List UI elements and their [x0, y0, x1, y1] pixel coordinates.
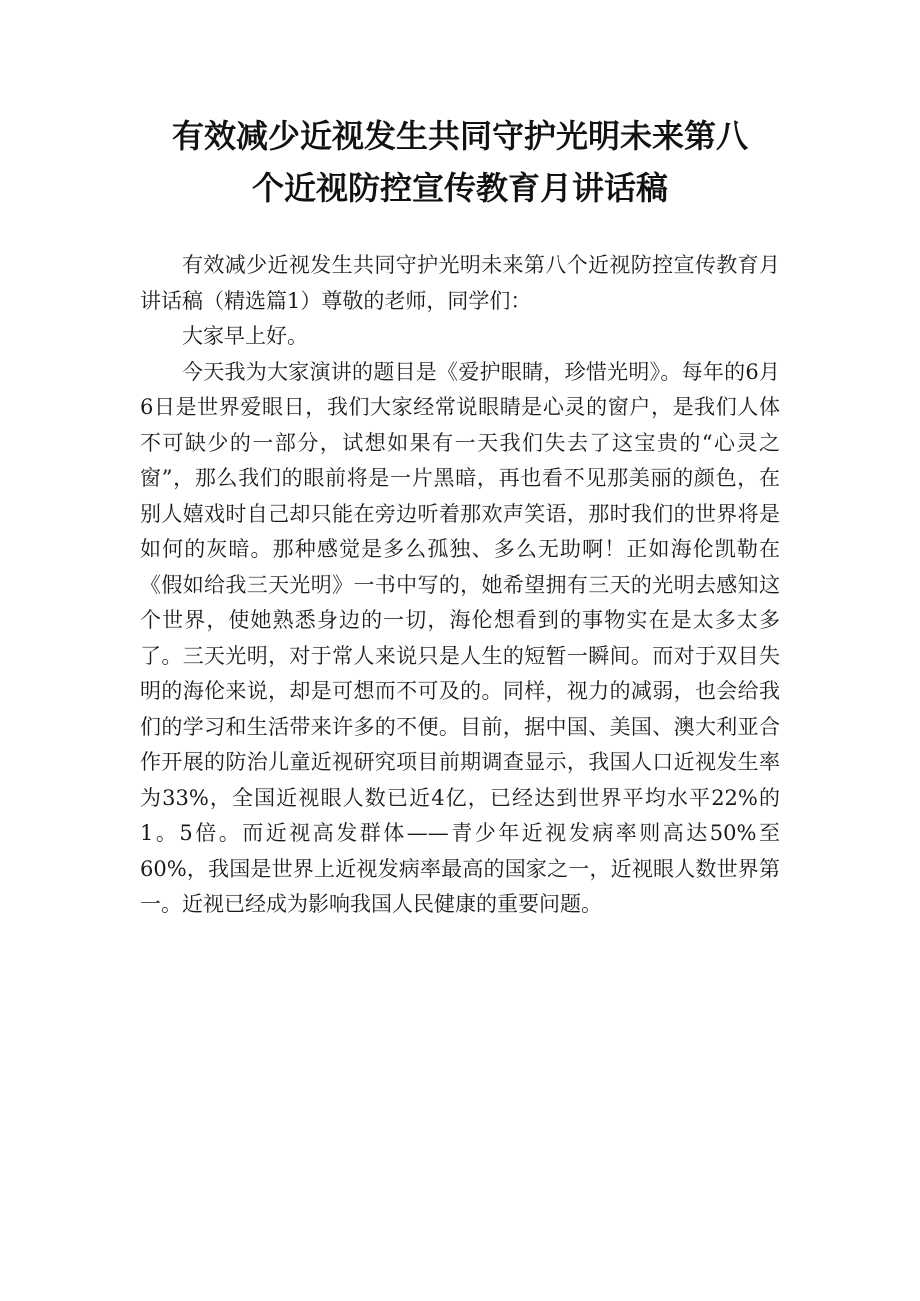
paragraph-main: 今天我为大家演讲的题目是《爱护眼睛，珍惜光明》。每年的6月6日是世界爱眼日，我们大家经常说眼睛是心灵的窗户，是我们人体不可缺少的一部分，试想如果有一天我们失去了这宝贵的“心灵之窗”，那么我们的眼前将是一片黑暗，再也看不见那美丽的颜色，在别人嬉戏时自己却只能在旁边听着那欢声笑语，那时我们的世界将是如何的灰暗。那种感觉是多么孤独、多么无助啊！正如海伦凯勒在《假如给我三天光明》一书中写的，她希望拥有三天的光明去感知这个世界，使她熟悉身边的一切，海伦想看到的事物实在是太多太多了。三天光明，对于常人来说只是人生的短暂一瞬间。而对于双目失明的海伦来说，却是可想而不可及的。同样，视力的减弱，也会给我们的学习和生活带来许多的不便。目前，据中国、美国、澳大利亚合作开展的防治儿童近视研究项目前期调查显示，我国人口近视发生率为33%，全国近视眼人数已近4亿，已经达到世界平均水平22%的1。5倍。而近视高发群体——青少年近视发病率则高达50%至60%，我国是世界上近视发病率最高的国家之一，近视眼人数世界第一。近视已经成为影响我国人民健康的重要问题。: [140, 359, 780, 916]
title-line-1: 有效减少近视发生共同守护光明未来第八: [171, 117, 748, 155]
title-line-2: 个近视防控宣传教育月讲话稿: [251, 169, 668, 207]
document-body: [140, 248, 780, 923]
paragraph-intro: 有效减少近视发生共同守护光明未来第八个近视防控宣传教育月讲话稿（精选篇1）尊敬的老师，同学们：: [140, 253, 780, 313]
document-title: [120, 110, 800, 214]
paragraph-greeting: 大家早上好。: [182, 324, 308, 348]
